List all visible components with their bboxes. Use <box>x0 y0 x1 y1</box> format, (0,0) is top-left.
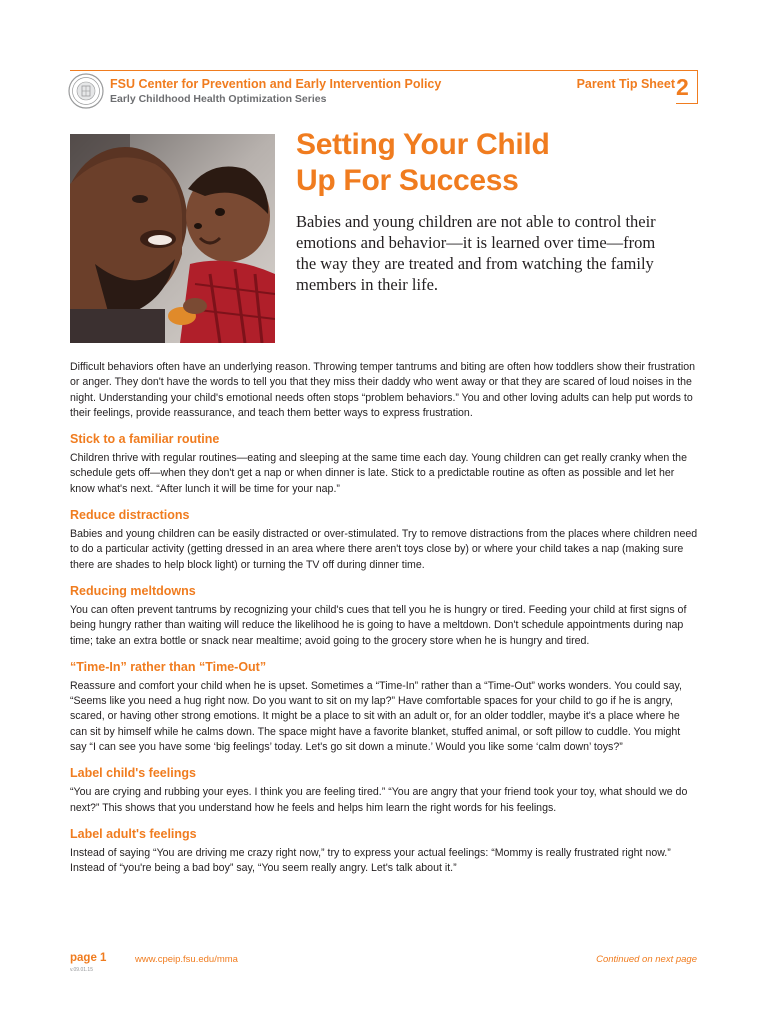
university-seal-icon <box>68 73 104 109</box>
section-text-child-feelings: “You are crying and rubbing your eyes. I think you are feeling tired.” “You are angry that your friend took your toy, what should we do next?” This shows that you understand how he feels and helps him learn the right words for his feelings. <box>70 786 688 814</box>
section-heading-distractions: Reduce distractions <box>70 508 190 523</box>
header-corner-rule <box>697 70 698 104</box>
lead-paragraph: Difficult behaviors often have an underlying reason. Throwing temper tantrums and biting are often how toddlers show their frustration or anger. They don't have the words to tell you that they miss their daddy who went away or that they are scared of loud noises in the night. Understanding your child's emotional needs often stops “problem behaviors.” You and other loving adults can help put words to their feelings, provide reassurance, and teach them better ways to express frustration. <box>70 361 695 419</box>
section-text-meltdowns: You can often prevent tantrums by recognizing your child's cues that tell you he is hungry or tired. Feeding your child at first signs of being hungry rather than waiting will reduce the likelihood he is going to have a meltdown. Don't schedule appointments during nap time; take an extra bottle or snack near mealtime; avoid going to the grocery store when he is hungry and tired. <box>70 603 687 647</box>
section-text-time-in: Reassure and comfort your child when he is upset. Sometimes a “Time-In” rather than a “Time-Out” works wonders. You could say, “Seems like you need a hug right now. Do you want to sit on my lap?” Have comfortable spaces for your child to go if he is angry, scared, or having other strong emotions. It might be a place to sit with an adult or, for an older toddler, maybe it's a place where he can sit by himself while he calms down. The space might have a favorite blanket, stuffed animal, or soft pillow to cuddle. You might say “I can see you have some ‘big feelings’ today. Let's go sit down a minute.’ Would you like some ‘calm down’ toys?” <box>70 679 682 754</box>
tip-sheet-number: 2 <box>676 74 689 100</box>
section-text-routine: Children thrive with regular routines—eating and sleeping at the same time each day. Young children can get really cranky when the schedule gets off—when they don't get a nap or when dinner is late. Stick to a predictable routine as often as possible and let her know what's next. “After lunch it will be time for your nap.” <box>70 452 687 495</box>
header-top-rule <box>70 70 698 71</box>
series-name: Early Childhood Health Optimization Series <box>110 93 327 105</box>
section-heading-routine: Stick to a familiar routine <box>70 432 220 447</box>
header-corner-rule-bottom <box>676 103 698 104</box>
section-heading-meltdowns: Reducing meltdowns <box>70 583 196 598</box>
tip-sheet-label: Parent Tip Sheet <box>576 77 675 91</box>
version-code: v.09.01.15 <box>70 967 93 973</box>
title-line-2: Up For Success <box>296 164 519 197</box>
title-line-1: Setting Your Child <box>296 128 550 161</box>
section-heading-adult-feelings: Label adult's feelings <box>70 826 197 841</box>
page-number: page 1 <box>70 952 107 964</box>
continued-note: Continued on next page <box>596 954 697 965</box>
intro-paragraph: Babies and young children are not able to control their emotions and behavior—it is learned over time—from the way they are treated and from watching the family members in their life. <box>296 212 656 294</box>
section-text-distractions: Babies and young children can be easily distracted or over-stimulated. Try to remove distractions from the places where children need to do a particular activity (getting dressed in an area where there aren't toys close by) or where your child takes a nap (making sure there are shades to help block light) or turning the TV off during dinner time. <box>70 528 698 571</box>
website-link[interactable]: www.cpeip.fsu.edu/mma <box>135 954 238 965</box>
section-text-adult-feelings: Instead of saying “You are driving me crazy right now,” try to express your actual feelings: “Mommy is really frustrated right now.” Instead of “you're being a bad boy” say, “You seem really angry. Let's talk about it.” <box>70 846 671 875</box>
page-title <box>296 127 696 199</box>
father-and-baby-photo <box>70 134 275 343</box>
section-heading-child-feelings: Label child's feelings <box>70 766 196 781</box>
organization-name: FSU Center for Prevention and Early Intervention Policy <box>110 77 442 91</box>
article-body <box>70 360 698 877</box>
section-heading-time-in: “Time-In” rather than “Time-Out” <box>70 659 267 674</box>
